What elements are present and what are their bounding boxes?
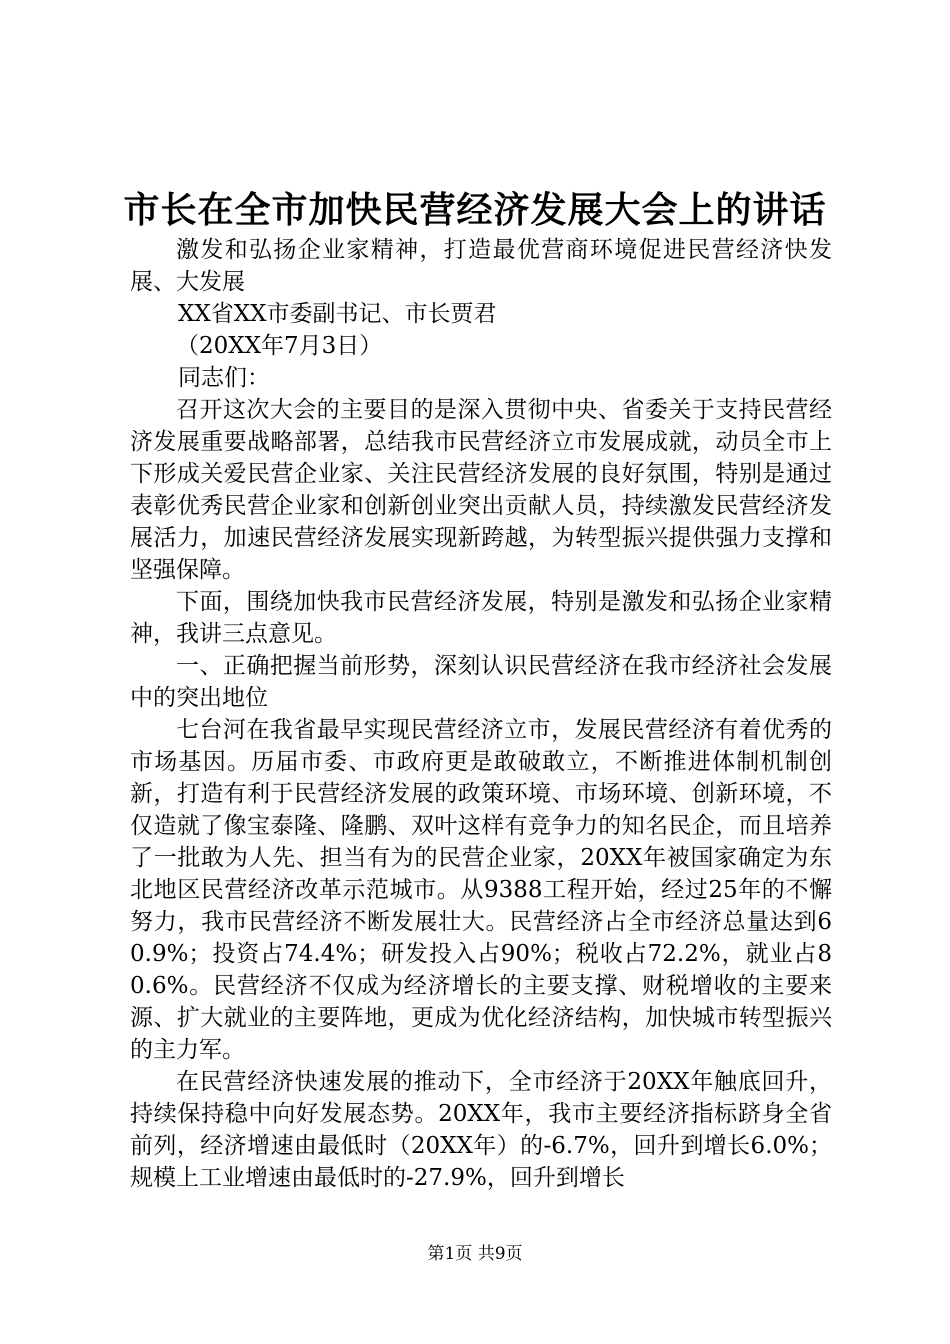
document-title: 市长在全市加快民营经济发展大会上的讲话 bbox=[123, 189, 827, 231]
body-paragraph: 召开这次大会的主要目的是深入贯彻中央、省委关于支持民营经济发展重要战略部署，总结我市民营经济立市发展成就，动员全市上下形成关爱民营企业家、关注民营经济发展的良好氛围，特别是通过表彰优秀民营企业家和创新创业突出贡献人员，持续激发民营经济发展活力，加速民营经济发展实现新跨越，为转型振兴提供强力支撑和坚强保障。 bbox=[130, 397, 832, 583]
date-line: （20XX年7月3日） bbox=[176, 333, 383, 359]
page-number-footer: 第1页 共9页 bbox=[427, 1244, 523, 1264]
document-body bbox=[130, 234, 832, 1194]
body-paragraph: 七台河在我省最早实现民营经济立市，发展民营经济有着优秀的市场基因。历届市委、市政府更是敢破敢立，不断推进体制机制创新，打造有利于民营经济发展的政策环境、市场环境、创新环境，不仅造就了像宝泰隆、隆鹏、双叶这样有竞争力的知名民企，而且培养了一批敢为人先、担当有为的民营企业家，20XX年被国家确定为东北地区民营经济改革示范城市。从9388工程开始，经过25年的不懈努力，我市民营经济不断发展壮大。民营经济占全市经济总量达到60.9%；投资占74.4%；研发投入占90%；税收占72.2%，就业占80.6%。民营经济不仅成为经济增长的主要支撑、财税增收的主要来源、扩大就业的主要阵地，更成为优化经济结构，加快城市转型振兴的主力军。 bbox=[130, 717, 832, 1063]
body-paragraph: 下面，围绕加快我市民营经济发展，特别是激发和弘扬企业家精神，我讲三点意见。 bbox=[130, 589, 832, 647]
author-line: XX省XX市委副书记、市长贾君 bbox=[178, 301, 497, 327]
subtitle-paragraph: 激发和弘扬企业家精神，打造最优营商环境促进民营经济快发展、大发展 bbox=[130, 237, 832, 295]
body-paragraph: 在民营经济快速发展的推动下，全市经济于20XX年触底回升，持续保持稳中向好发展态势。20XX年，我市主要经济指标跻身全省前列，经济增速由最低时（20XX年）的-6.7%，回升到增长6.0%；规模上工业增速由最低时的-27.9%，回升到增长 bbox=[130, 1069, 832, 1191]
salutation: 同志们： bbox=[178, 365, 270, 391]
section-heading: 一、正确把握当前形势，深刻认识民营经济在我市经济社会发展中的突出地位 bbox=[130, 653, 832, 711]
